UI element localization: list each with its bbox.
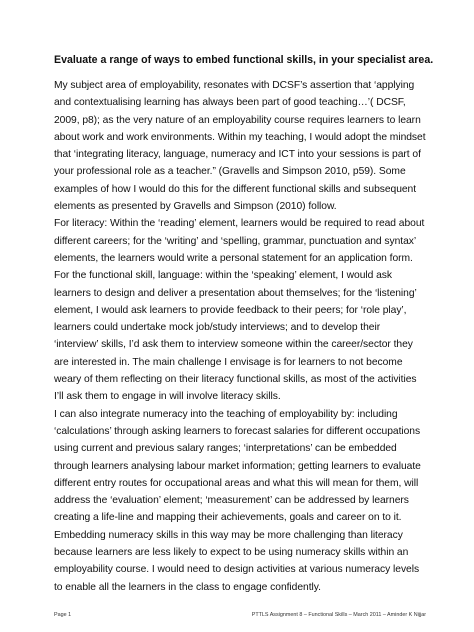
paragraph-numeracy: I can also integrate numeracy into the teaching of employability by: including ‘calculations’ through asking learners to forecast salaries for different occupations using current and previous salary ranges; ‘interpretations’ can be embedded through learners analysing labour market information; getting learners to evaluate different entry routes for occupational areas and what this will mean for them, will address the ‘evaluation’ element; ‘measurement’ can be addressed by learners creating a life-line and mapping their achievements, goals and career on to it. Embedding numeracy skills in this way may be more challenging than literacy because learners are less likely to expect to be using numeracy skills within an employability course. I would need to design activities at various numeracy levels to enable all the learners in the class to engage confidently.: [54, 408, 421, 593]
document-body: [54, 77, 426, 596]
footer-note: PTTLS Assignment 8 – Functional Skills – March 2011 – Aminder K Nijjar: [251, 612, 426, 618]
page-number: Page 1: [54, 612, 72, 618]
document-title: Evaluate a range of ways to embed functional skills, in your specialist area.: [54, 54, 434, 66]
paragraph-literacy: For literacy: Within the ‘reading’ element, learners would be required to read about different careers; for the ‘writing’ and ‘spelling, grammar, punctuation and syntax’ elements, the learners would write a personal statement for an application form. For the functional skill, language: within the ‘speaking’ element, I would ask learners to design and deliver a presentation about themselves; for the ‘listening’ element, I would ask learners to provide feedback to their peers; for ‘role play’, learners could undertake mock job/study interviews; and to develop their ‘interview’ skills, I’d ask them to interview someone within the career/sector they are interested in. The main challenge I envisage is for learners to not become weary of them reflecting on their literacy functional skills, as most of the activities I’ll ask them to engage in will involve literacy skills.: [54, 218, 425, 403]
paragraph-introduction: My subject area of employability, resonates with DCSF’s assertion that ‘applying and contextualising learning has always been part of good teaching…’( DCSF, 2009, p8); as the very nature of an employability course requires learners to learn about work and work environments. Within my teaching, I would adopt the mindset that ‘integrating literacy, language, numeracy and ICT into your sessions is part of your professional role as a teacher.” (Gravells and Simpson 2010, p59). Some examples of how I would do this for the different functional skills and subsequent elements as presented by Gravells and Simpson (2010) follow.: [54, 80, 426, 213]
